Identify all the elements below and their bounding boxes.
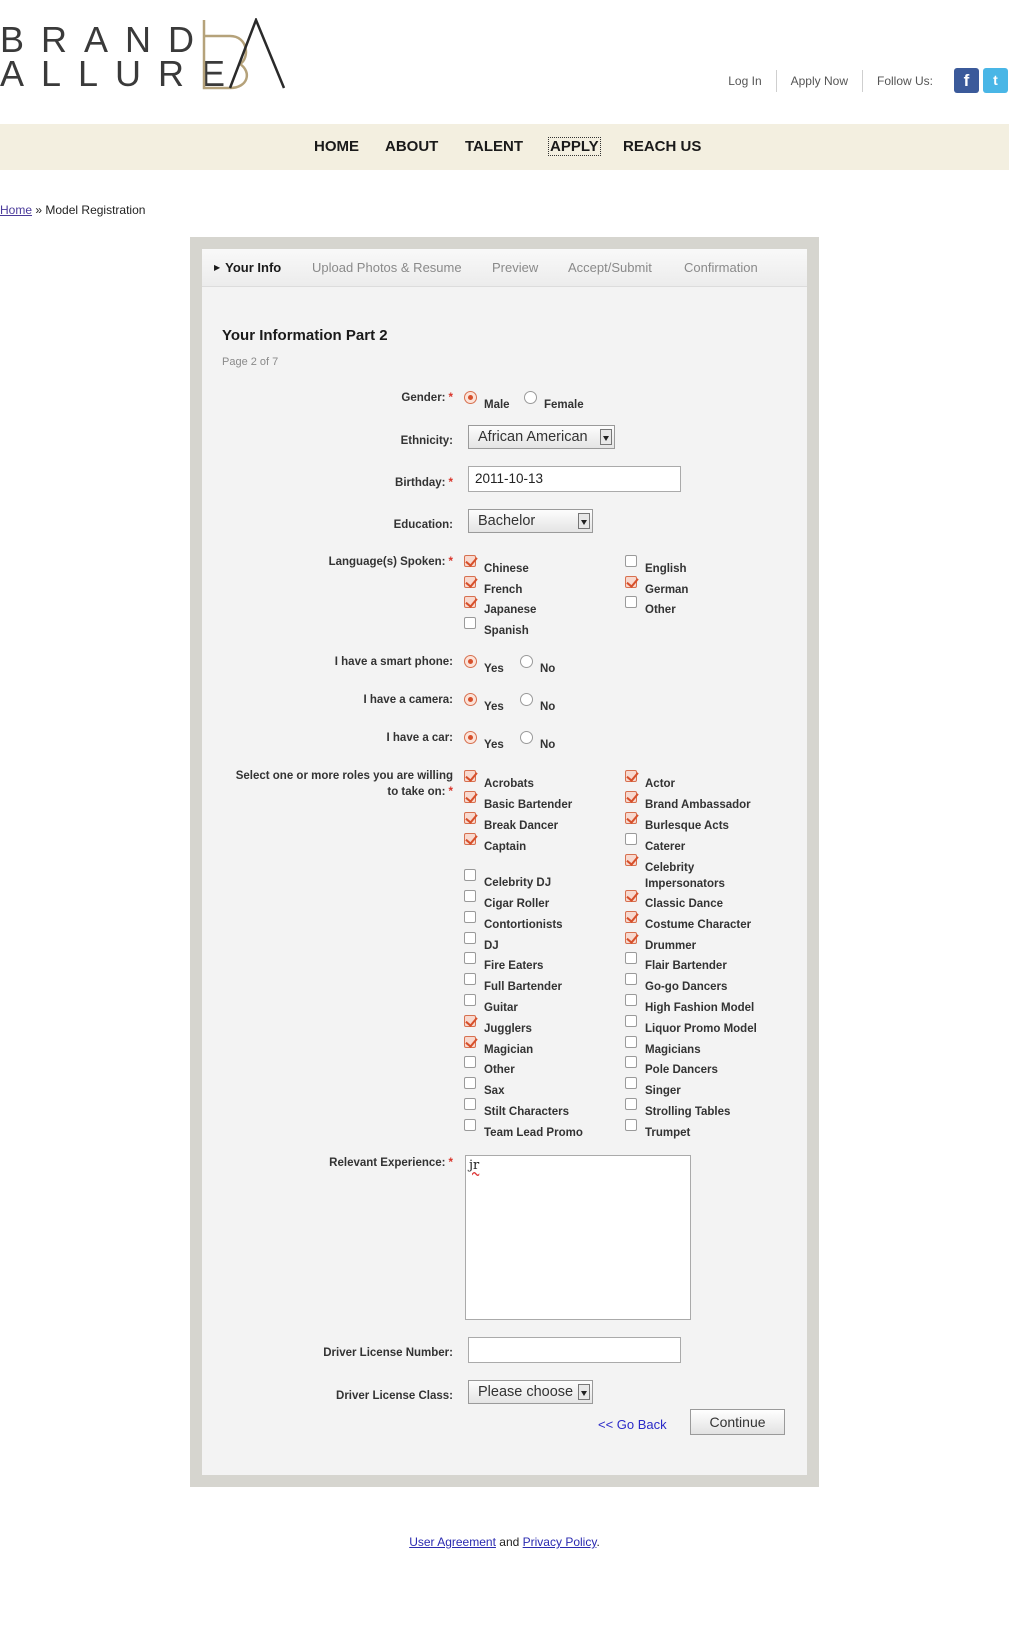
- step-tabs: [202, 249, 807, 287]
- step-confirmation[interactable]: Confirmation: [684, 260, 758, 275]
- facebook-icon[interactable]: f: [954, 68, 979, 93]
- chevron-down-icon: [600, 429, 612, 445]
- main-nav: [0, 124, 1009, 170]
- roles-label: Select one or more roles you are willing to take on: *: [235, 770, 453, 798]
- car-label: I have a car:: [386, 732, 453, 744]
- breadcrumb-home-link[interactable]: Home: [0, 203, 33, 217]
- education-select[interactable]: Bachelor: [468, 509, 593, 533]
- brand-line-2: ALLURE: [0, 53, 243, 94]
- privacy-policy-link[interactable]: Privacy Policy: [522, 1535, 597, 1549]
- login-link[interactable]: Log In: [714, 70, 776, 92]
- step-upload-photos[interactable]: Upload Photos & Resume: [312, 260, 462, 275]
- ethnicity-select[interactable]: African American: [468, 425, 615, 449]
- camera-label: I have a camera:: [363, 694, 453, 706]
- breadcrumb-current: Model Registration: [45, 203, 146, 217]
- education-label: Education:: [393, 519, 453, 531]
- smart-phone-label: I have a smart phone:: [334, 656, 453, 668]
- page-indicator: Page 2 of 7: [222, 356, 279, 368]
- nav-home[interactable]: HOME: [314, 138, 359, 155]
- footer: [0, 1535, 1009, 1549]
- chevron-down-icon: [578, 1384, 590, 1400]
- twitter-icon[interactable]: t: [983, 68, 1008, 93]
- gender-label: Gender: *: [401, 392, 453, 404]
- continue-button[interactable]: Continue: [690, 1409, 785, 1435]
- nav-talent[interactable]: TALENT: [465, 138, 524, 155]
- step-accept-submit[interactable]: Accept/Submit: [568, 260, 652, 275]
- chevron-down-icon: [578, 513, 590, 529]
- birthday-field[interactable]: 2011-10-13: [468, 466, 681, 492]
- license-class-label: Driver License Class:: [336, 1390, 453, 1402]
- license-class-select[interactable]: Please choose: [468, 1380, 593, 1404]
- brand-monogram: [200, 18, 290, 92]
- top-links: [714, 70, 951, 92]
- license-number-label: Driver License Number:: [323, 1347, 453, 1359]
- current-step-arrow-icon: ▶: [214, 263, 221, 272]
- languages-label: Language(s) Spoken: *: [328, 556, 453, 568]
- follow-us-label: Follow Us:: [876, 74, 933, 88]
- footer-period: .: [596, 1535, 600, 1549]
- go-back-link[interactable]: << Go Back: [598, 1417, 667, 1432]
- step-preview[interactable]: Preview: [492, 260, 539, 275]
- breadcrumb: [0, 203, 145, 217]
- apply-now-link[interactable]: Apply Now: [777, 70, 863, 92]
- footer-and-text: and: [499, 1535, 520, 1549]
- brand-logo[interactable]: [0, 18, 300, 98]
- brand-line-1: BRAND: [0, 19, 212, 60]
- nav-about[interactable]: ABOUT: [385, 138, 439, 155]
- nav-apply[interactable]: APPLY: [550, 138, 599, 155]
- experience-label: Relevant Experience: *: [329, 1157, 453, 1169]
- registration-panel: [190, 237, 819, 1487]
- user-agreement-link[interactable]: User Agreement: [409, 1535, 496, 1549]
- step-your-info: ▶ Your Info: [214, 260, 282, 275]
- nav-reach-us[interactable]: REACH US: [623, 138, 702, 155]
- registration-form: ▶ Your Info Upload Photos & Resume Preview Accept/Submit Confirmation Your Information Part 2 Page 2 of 7 Gender: * Male Female Ethnicity: African American Birthday: * 2011-10-13 Education: Bachelor Language(s) Spoken: * Chinese English French German Japanese Other Spanish I have a smart phone: Yes No I have a camera: Yes No I have a car: Yes No Select one or more roles you are willing to take on: * Acrobats Actor Basic Bartender Brand Ambassador Break Dancer Burlesque Acts Captain Caterer Celebrity Impersonators Celebrity DJ Cigar Roller Classic Dance Contortionists Costume Character DJ Drummer Fire Eaters Flair Bartender Full Bartender Go-go Dancers Guitar High Fashion Model Jugglers Liquor Promo Model Magician Magicians Other Pole Dancers Sax Singer Stilt Characters Strolling Tables Team Lead Promo Trumpet Relevant Experience: * jr Driver License Number: Driver License Class: Please choose << Go Back Continue: [202, 249, 807, 1475]
- breadcrumb-separator: »: [35, 203, 43, 217]
- birthday-label: Birthday: *: [395, 477, 453, 489]
- ethnicity-label: Ethnicity:: [400, 435, 453, 447]
- section-title: Your Information Part 2: [222, 327, 388, 344]
- license-number-field[interactable]: [468, 1337, 681, 1363]
- experience-textarea[interactable]: jr: [465, 1155, 691, 1320]
